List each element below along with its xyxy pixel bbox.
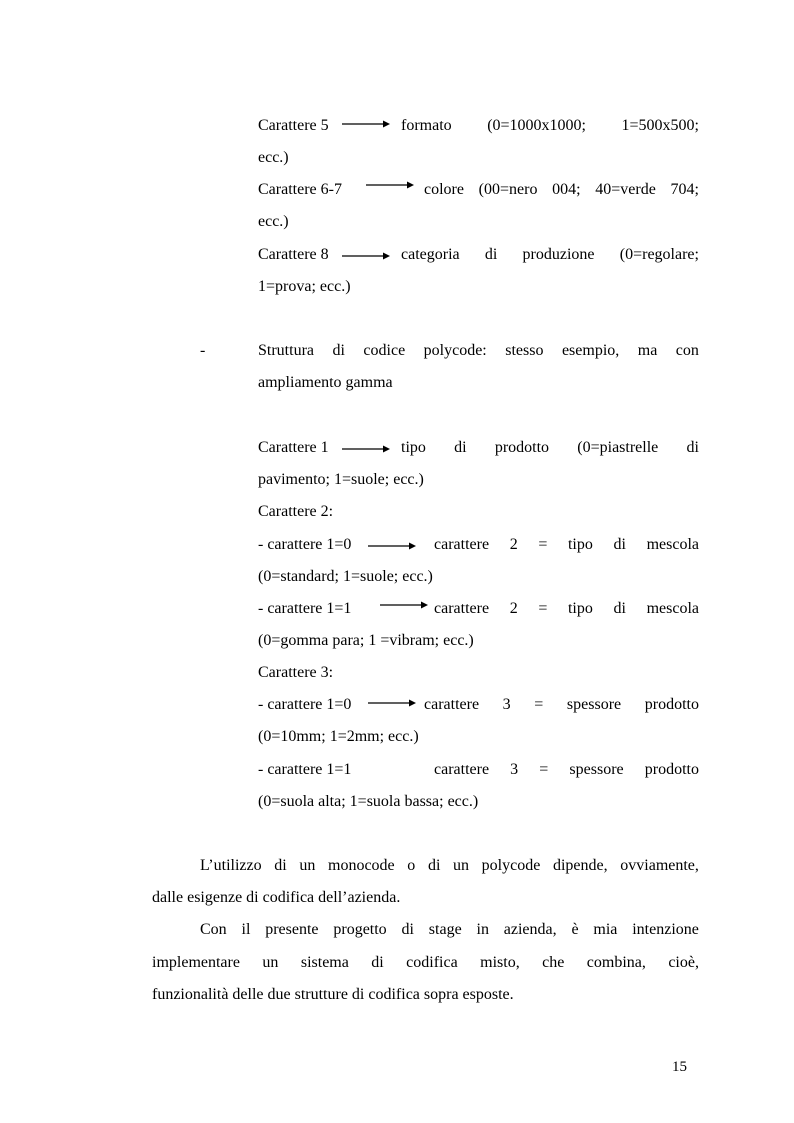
char8-desc-cont: 1=prova; ecc.) [258, 278, 351, 295]
char8-label: Carattere 8 [258, 246, 329, 263]
arrow-right-icon [380, 600, 428, 610]
pc-char2-case1-label: - carattere 1=1 [258, 600, 352, 617]
paragraph-stage-line1: Con il presente progetto di stage in azienda, è mia intenzione [200, 921, 699, 938]
pc-char2-case0-cont: (0=standard; 1=suole; ecc.) [258, 568, 433, 585]
pc-char2-case0-desc: carattere 2 = tipo di mescola [434, 536, 699, 553]
pc-char3-case0-desc: carattere 3 = spessore prodotto [424, 696, 699, 713]
arrow-right-icon [342, 119, 390, 129]
pc-char3-case1-cont: (0=suola alta; 1=suola bassa; ecc.) [258, 793, 479, 810]
arrow-right-icon [342, 251, 390, 261]
list-bullet-dash: - [200, 342, 206, 359]
arrow-right-icon [366, 180, 414, 190]
pc-char2-case1-cont: (0=gomma para; 1 =vibram; ecc.) [258, 632, 474, 649]
pc-char3-case0-label: - carattere 1=0 [258, 696, 352, 713]
pc-char3-case1-label: - carattere 1=1 [258, 761, 352, 778]
arrow-right-icon [368, 541, 416, 551]
page-number: 15 [672, 1059, 687, 1075]
arrow-right-icon [342, 444, 390, 454]
polycode-heading-cont: ampliamento gamma [258, 374, 393, 391]
paragraph-stage-line3: funzionalità delle due strutture di codifica sopra esposte. [152, 986, 514, 1003]
polycode-heading: Struttura di codice polycode: stesso esempio, ma con [258, 342, 699, 359]
char5-desc: formato (0=1000x1000; 1=500x500; [401, 117, 699, 134]
paragraph-monocode-polycode: L’utilizzo di un monocode o di un polycode dipende, ovviamente, [200, 857, 699, 874]
pc-char3-heading: Carattere 3: [258, 664, 334, 681]
char67-desc-cont: ecc.) [258, 213, 289, 230]
pc-char2-case0-label: - carattere 1=0 [258, 536, 352, 553]
pc-char3-case0-cont: (0=10mm; 1=2mm; ecc.) [258, 728, 419, 745]
paragraph-monocode-polycode-cont: dalle esigenze di codifica dell’azienda. [152, 889, 401, 906]
char8-desc: categoria di produzione (0=regolare; [401, 246, 699, 263]
pc-char1-desc: tipo di prodotto (0=piastrelle di [401, 439, 699, 456]
char67-label: Carattere 6-7 [258, 181, 342, 198]
pc-char1-desc-cont: pavimento; 1=suole; ecc.) [258, 471, 424, 488]
paragraph-stage-line2: implementare un sistema di codifica misto, che combina, cioè, [152, 954, 699, 971]
char5-label: Carattere 5 [258, 117, 329, 134]
pc-char2-heading: Carattere 2: [258, 503, 334, 520]
pc-char1-label: Carattere 1 [258, 439, 329, 456]
pc-char2-case1-desc: carattere 2 = tipo di mescola [434, 600, 699, 617]
char67-desc: colore (00=nero 004; 40=verde 704; [424, 181, 699, 198]
pc-char3-case1-desc: carattere 3 = spessore prodotto [434, 761, 699, 778]
char5-desc-cont: ecc.) [258, 149, 289, 166]
arrow-right-icon [368, 698, 416, 708]
